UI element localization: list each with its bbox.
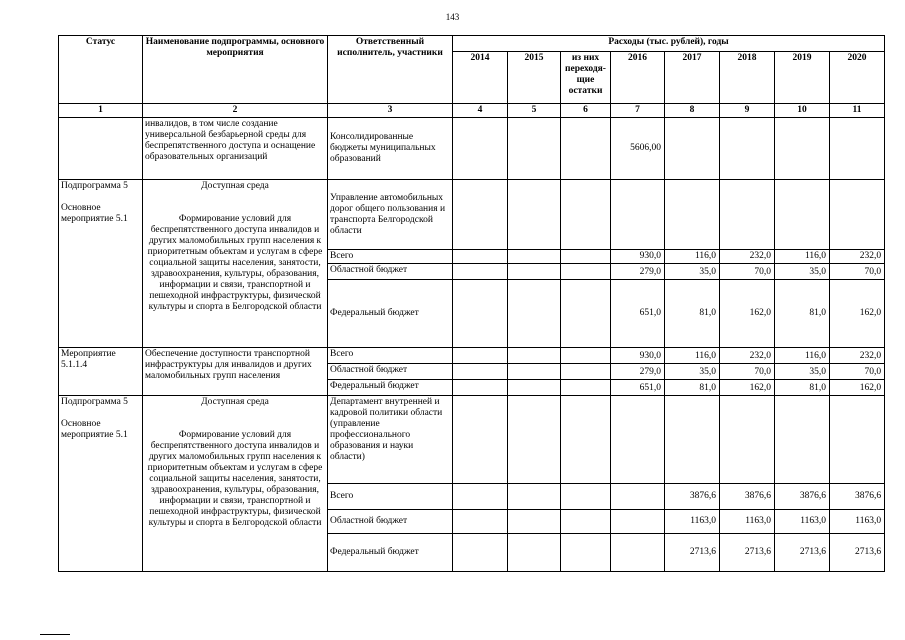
responsible-cell: Управление автомобильных дорог общего пользования и транспорта Белгородской области bbox=[328, 180, 453, 250]
value-cell bbox=[561, 484, 611, 510]
value-cell bbox=[453, 118, 508, 180]
value-cell bbox=[665, 180, 720, 250]
value-cell: 2713,6 bbox=[775, 534, 830, 572]
value-cell: 116,0 bbox=[775, 250, 830, 264]
subprogram-title: Доступная среда bbox=[201, 397, 269, 407]
value-cell: 35,0 bbox=[775, 264, 830, 280]
header-year-2019: 2019 bbox=[775, 52, 830, 104]
measure-description: Формирование условий для беспрепятственного доступа инвалидов и других маломобильных групп населения к приоритетным объектам и услугам в сфере социальной защиты населения, занятости, здравоохранения, культуры, образования, информации и связи, транспортной и пешеходной инфраструктуры, физической культуры и спорта в Белгородской области bbox=[147, 214, 323, 312]
value-cell: 3876,6 bbox=[720, 484, 775, 510]
footnote-divider bbox=[40, 634, 70, 635]
value-cell: 651,0 bbox=[611, 380, 665, 396]
col-number: 10 bbox=[775, 104, 830, 118]
value-cell bbox=[665, 396, 720, 484]
value-cell: 162,0 bbox=[720, 380, 775, 396]
value-cell: 651,0 bbox=[611, 280, 665, 348]
value-cell: 35,0 bbox=[665, 264, 720, 280]
value-cell bbox=[665, 118, 720, 180]
value-cell: 3876,6 bbox=[665, 484, 720, 510]
measure-name bbox=[143, 180, 328, 348]
value-cell: 3876,6 bbox=[775, 484, 830, 510]
header-expenses: Расходы (тыс. рублей), годы bbox=[453, 36, 885, 52]
expenses-table bbox=[58, 35, 885, 572]
col-number: 7 bbox=[611, 104, 665, 118]
value-cell: 1163,0 bbox=[665, 510, 720, 534]
value-cell: 81,0 bbox=[665, 280, 720, 348]
value-cell bbox=[561, 380, 611, 396]
value-cell: 162,0 bbox=[830, 280, 885, 348]
value-cell: 930,0 bbox=[611, 250, 665, 264]
value-cell: 279,0 bbox=[611, 364, 665, 380]
measure-description: Формирование условий для беспрепятственного доступа инвалидов и других маломобильных групп населения к приоритетным объектам и услугам в сфере социальной защиты населения, занятости, здравоохранения, культуры, образования, информации и связи, транспортной и пешеходной инфраструктуры, физической культуры и спорта в Белгородской области bbox=[147, 430, 323, 528]
value-cell bbox=[453, 348, 508, 364]
value-cell bbox=[453, 280, 508, 348]
header-year-2018: 2018 bbox=[720, 52, 775, 104]
value-cell bbox=[508, 510, 561, 534]
measure-name bbox=[143, 396, 328, 572]
header-year-2016: 2016 bbox=[611, 52, 665, 104]
value-cell: 232,0 bbox=[720, 348, 775, 364]
value-cell bbox=[561, 180, 611, 250]
value-cell: 5606,00 bbox=[611, 118, 665, 180]
header-year-2017: 2017 bbox=[665, 52, 720, 104]
value-cell: 70,0 bbox=[830, 364, 885, 380]
col-number: 2 bbox=[143, 104, 328, 118]
value-cell bbox=[453, 534, 508, 572]
header-year-2014: 2014 bbox=[453, 52, 508, 104]
header-status: Статус bbox=[59, 36, 143, 104]
value-cell: 70,0 bbox=[720, 364, 775, 380]
value-cell: 279,0 bbox=[611, 264, 665, 280]
value-cell bbox=[561, 510, 611, 534]
value-cell: 1163,0 bbox=[775, 510, 830, 534]
value-cell bbox=[720, 396, 775, 484]
value-cell: 70,0 bbox=[830, 264, 885, 280]
value-cell bbox=[775, 396, 830, 484]
value-cell bbox=[453, 484, 508, 510]
value-cell: 3876,6 bbox=[830, 484, 885, 510]
status-cell bbox=[59, 118, 143, 180]
value-cell: 116,0 bbox=[775, 348, 830, 364]
value-cell: 116,0 bbox=[665, 250, 720, 264]
measure-name: инвалидов, в том числе создание универсальной безбарьерной среды для беспрепятственного доступа и оснащение образовательных организаций bbox=[143, 118, 328, 180]
value-cell: 116,0 bbox=[665, 348, 720, 364]
budget-label: Федеральный бюджет bbox=[328, 280, 453, 348]
value-cell bbox=[830, 118, 885, 180]
value-cell bbox=[508, 364, 561, 380]
col-number: 11 bbox=[830, 104, 885, 118]
value-cell: 930,0 bbox=[611, 348, 665, 364]
value-cell bbox=[453, 250, 508, 264]
value-cell bbox=[453, 364, 508, 380]
value-cell: 35,0 bbox=[775, 364, 830, 380]
page-number: 143 bbox=[445, 12, 460, 22]
value-cell: 1163,0 bbox=[830, 510, 885, 534]
budget-label: Областной бюджет bbox=[328, 510, 453, 534]
value-cell bbox=[611, 534, 665, 572]
value-cell: 2713,6 bbox=[720, 534, 775, 572]
value-cell bbox=[611, 180, 665, 250]
value-cell bbox=[508, 380, 561, 396]
budget-label: Всего bbox=[328, 250, 453, 264]
value-cell: 2713,6 bbox=[665, 534, 720, 572]
value-cell bbox=[508, 280, 561, 348]
status-cell: Мероприятие 5.1.1.4 bbox=[59, 348, 143, 396]
value-cell bbox=[561, 364, 611, 380]
budget-label: Областной бюджет bbox=[328, 364, 453, 380]
value-cell: 81,0 bbox=[665, 380, 720, 396]
value-cell bbox=[611, 484, 665, 510]
value-cell bbox=[720, 118, 775, 180]
value-cell bbox=[508, 396, 561, 484]
value-cell: 81,0 bbox=[775, 380, 830, 396]
subprogram-title: Доступная среда bbox=[201, 181, 269, 191]
value-cell: 232,0 bbox=[830, 348, 885, 364]
header-responsible: Ответственный исполнитель, участники bbox=[328, 36, 453, 104]
budget-label: Федеральный бюджет bbox=[328, 380, 453, 396]
value-cell bbox=[611, 396, 665, 484]
value-cell bbox=[508, 250, 561, 264]
budget-label: Всего bbox=[328, 484, 453, 510]
header-name: Наименование подпрограммы, основного мероприятия bbox=[143, 36, 328, 104]
value-cell: 2713,6 bbox=[830, 534, 885, 572]
value-cell: 162,0 bbox=[830, 380, 885, 396]
status-cell: Подпрограмма 5 Основное мероприятие 5.1 bbox=[59, 180, 143, 348]
responsible-cell: Департамент внутренней и кадровой политики области (управление профессионального образования и науки области) bbox=[328, 396, 453, 484]
header-year-2020: 2020 bbox=[830, 52, 885, 104]
value-cell: 162,0 bbox=[720, 280, 775, 348]
budget-label: Федеральный бюджет bbox=[328, 534, 453, 572]
value-cell bbox=[611, 510, 665, 534]
value-cell bbox=[453, 180, 508, 250]
value-cell bbox=[453, 264, 508, 280]
value-cell bbox=[720, 180, 775, 250]
value-cell bbox=[830, 180, 885, 250]
budget-label: Областной бюджет bbox=[328, 264, 453, 280]
value-cell bbox=[453, 380, 508, 396]
value-cell bbox=[830, 396, 885, 484]
value-cell: 232,0 bbox=[830, 250, 885, 264]
value-cell bbox=[775, 180, 830, 250]
value-cell bbox=[508, 484, 561, 510]
col-number: 5 bbox=[508, 104, 561, 118]
value-cell: 81,0 bbox=[775, 280, 830, 348]
col-number: 3 bbox=[328, 104, 453, 118]
value-cell bbox=[453, 510, 508, 534]
value-cell: 1163,0 bbox=[720, 510, 775, 534]
value-cell bbox=[508, 348, 561, 364]
value-cell bbox=[561, 534, 611, 572]
value-cell bbox=[561, 250, 611, 264]
col-number: 8 bbox=[665, 104, 720, 118]
value-cell bbox=[508, 180, 561, 250]
value-cell: 35,0 bbox=[665, 364, 720, 380]
measure-name: Обеспечение доступности транспортной инфраструктуры для инвалидов и других маломобильных групп населения bbox=[143, 348, 328, 396]
col-number: 6 bbox=[561, 104, 611, 118]
value-cell bbox=[561, 280, 611, 348]
header-year-2015: 2015 bbox=[508, 52, 561, 104]
value-cell bbox=[561, 118, 611, 180]
value-cell bbox=[561, 396, 611, 484]
col-number: 1 bbox=[59, 104, 143, 118]
status-cell: Подпрограмма 5 Основное мероприятие 5.1 bbox=[59, 396, 143, 572]
budget-label: Всего bbox=[328, 348, 453, 364]
value-cell bbox=[508, 534, 561, 572]
value-cell bbox=[561, 264, 611, 280]
value-cell: 70,0 bbox=[720, 264, 775, 280]
value-cell: 232,0 bbox=[720, 250, 775, 264]
col-number: 9 bbox=[720, 104, 775, 118]
value-cell bbox=[561, 348, 611, 364]
value-cell bbox=[508, 118, 561, 180]
responsible-cell: Консолидированные бюджеты муниципальных образований bbox=[328, 118, 453, 180]
value-cell bbox=[775, 118, 830, 180]
value-cell bbox=[508, 264, 561, 280]
header-carryover: из них переходя-щие остатки bbox=[561, 52, 611, 104]
col-number: 4 bbox=[453, 104, 508, 118]
value-cell bbox=[453, 396, 508, 484]
